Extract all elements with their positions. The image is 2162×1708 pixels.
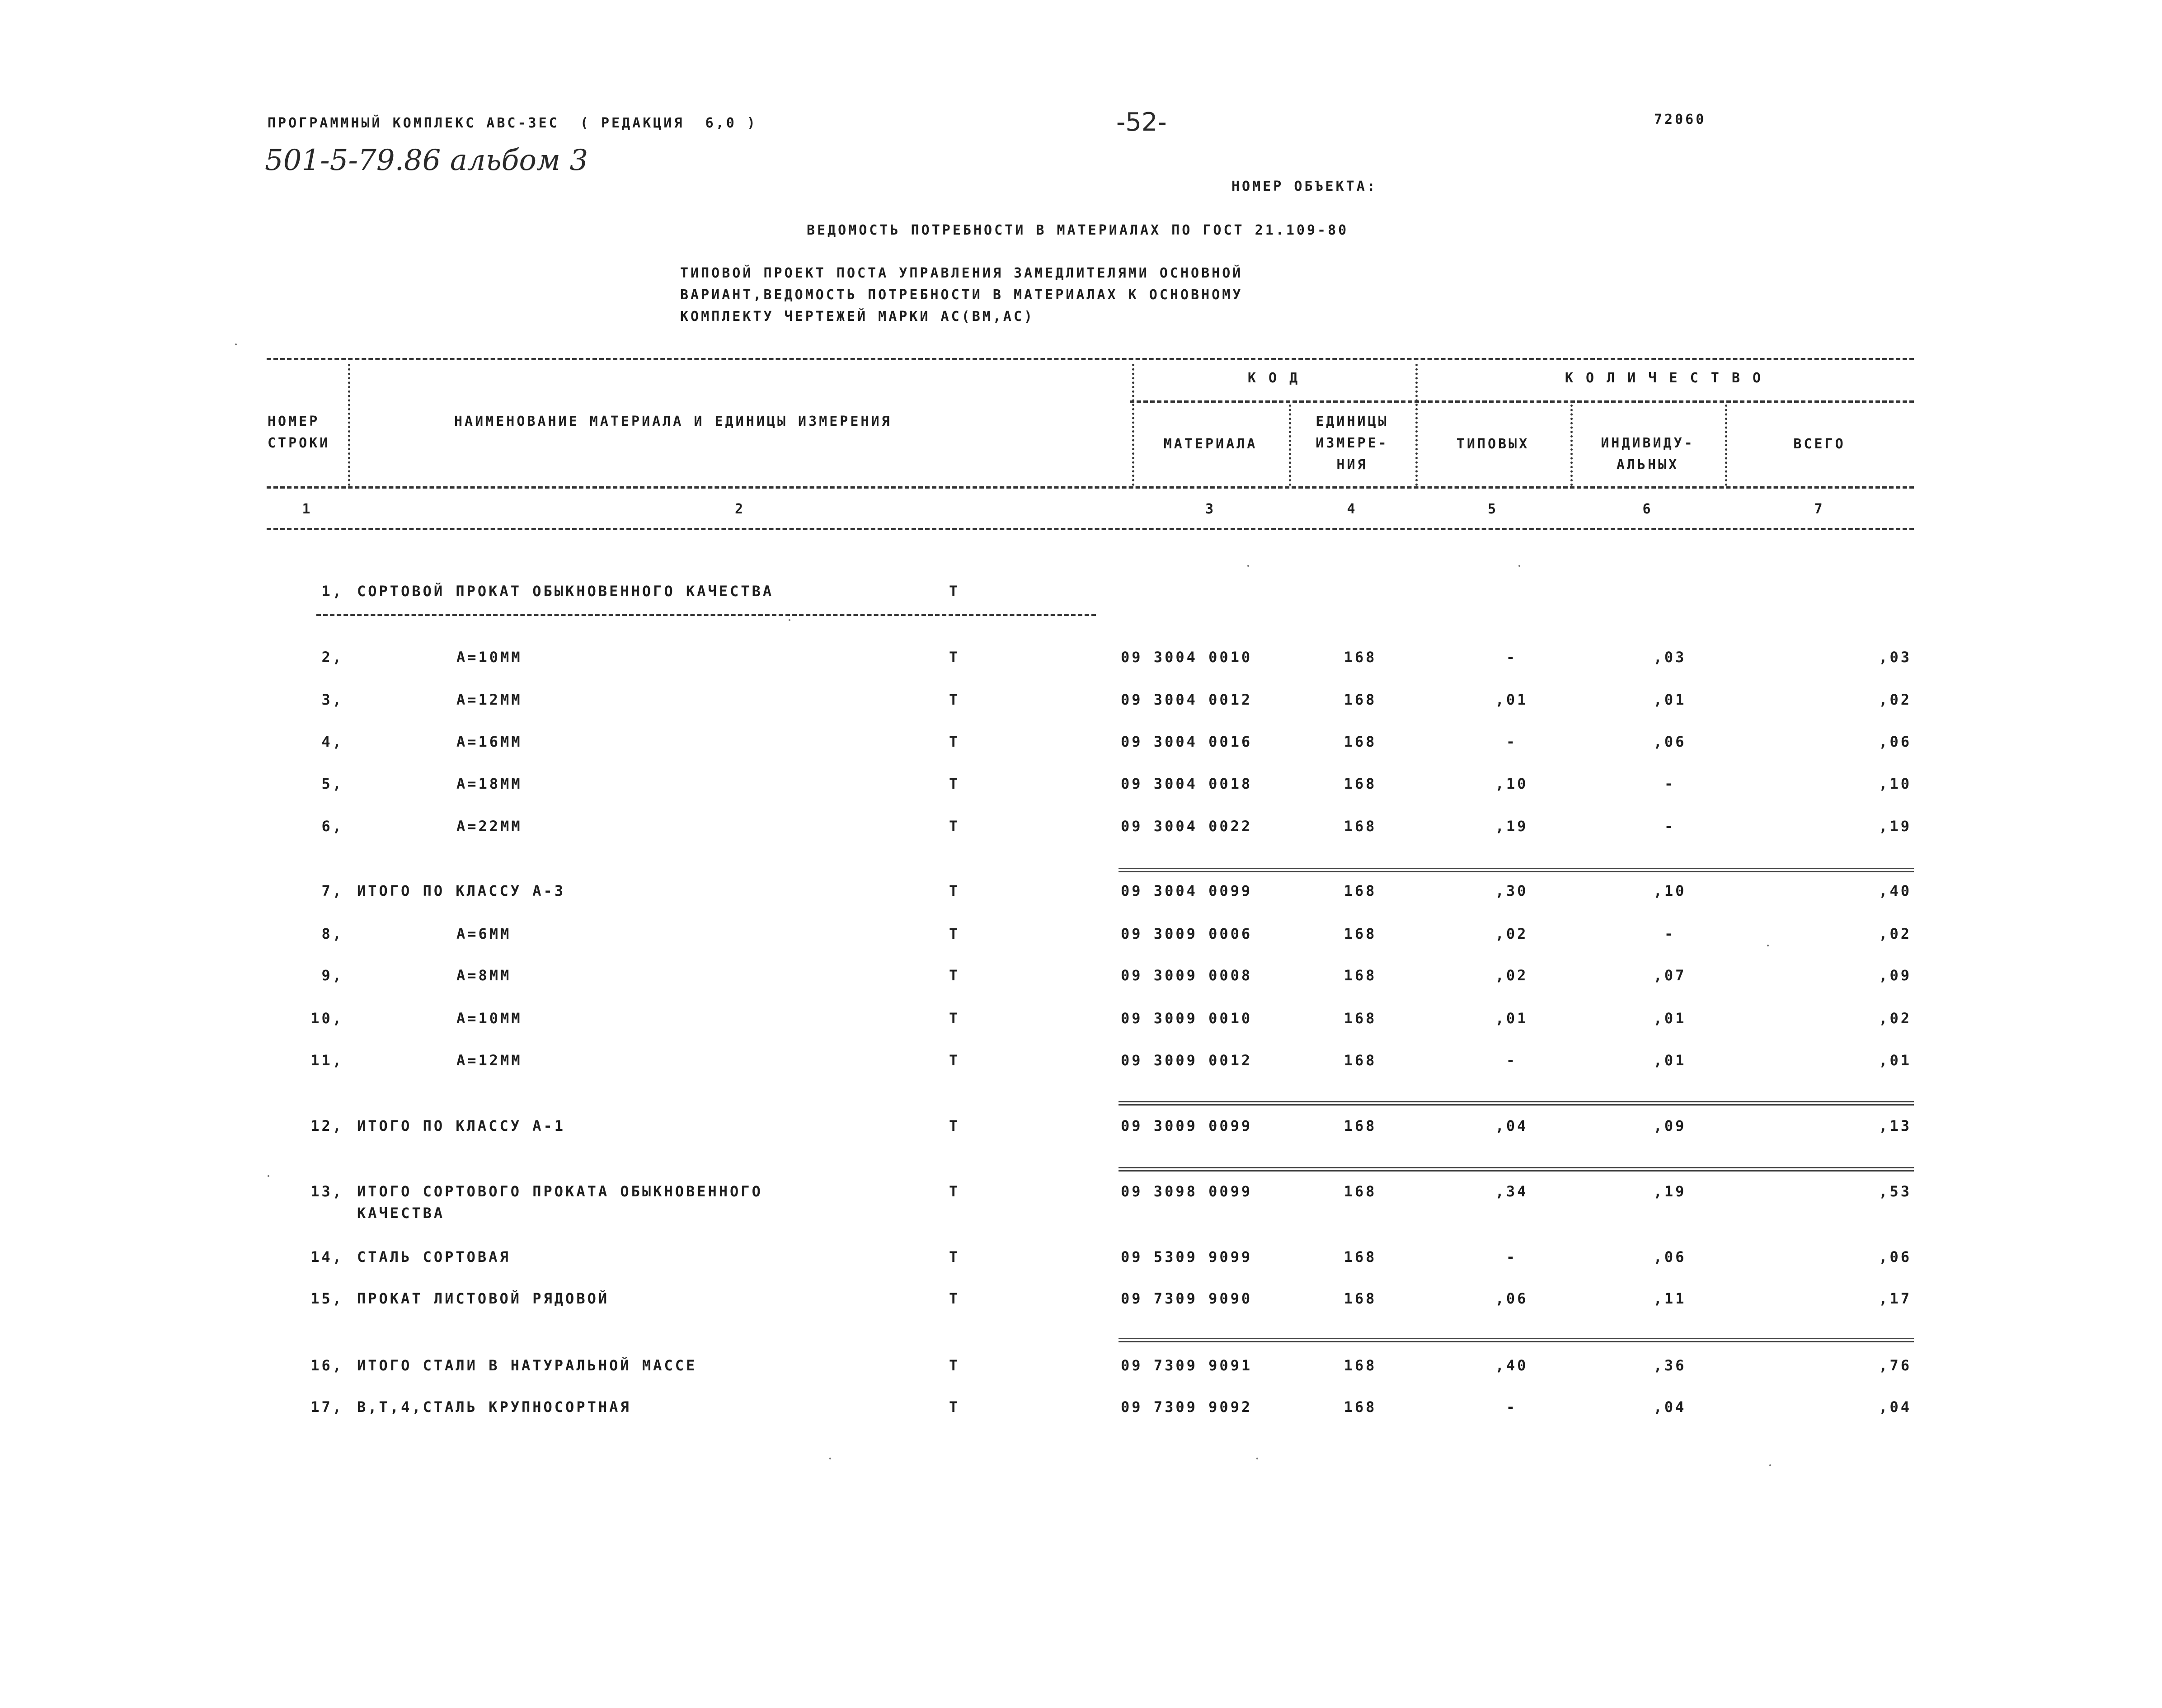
quantity-individual: ,03 [1653, 649, 1687, 666]
row-number: 15, [310, 1290, 343, 1307]
quantity-total: ,06 [1879, 733, 1912, 750]
unit-of-measure: Т [949, 1117, 960, 1134]
material-name: А=10ММ [456, 1010, 522, 1027]
project-line-3: КОМПЛЕКТУ ЧЕРТЕЖЕЙ МАРКИ АС(ВМ,АС) [680, 309, 1035, 325]
unit-of-measure: Т [949, 1248, 960, 1266]
unit-of-measure: Т [949, 1357, 960, 1374]
unit-of-measure: Т [949, 818, 960, 835]
scan-speck [1247, 565, 1249, 567]
row-number: 12, [310, 1117, 343, 1134]
quantity-typical: - [1506, 1398, 1518, 1416]
unit-code: 168 [1344, 882, 1377, 899]
material-code: 09 3004 0012 [1121, 691, 1253, 708]
quantity-total: ,76 [1879, 1357, 1912, 1374]
header-quantity-group: К О Л И Ч Е С Т В О [1565, 370, 1763, 386]
unit-of-measure: Т [949, 1183, 960, 1200]
quantity-individual: - [1664, 775, 1676, 792]
project-line-2: ВАРИАНТ,ВЕДОМОСТЬ ПОТРЕБНОСТИ В МАТЕРИАЛАХ К ОСНОВНОМУ [680, 287, 1243, 303]
header-qty-typical: ТИПОВЫХ [1456, 436, 1530, 452]
unit-code: 168 [1344, 1290, 1377, 1307]
quantity-total: ,03 [1879, 649, 1912, 666]
quantity-typical: ,06 [1495, 1290, 1528, 1307]
quantity-typical: ,01 [1495, 691, 1528, 708]
quantity-individual: ,01 [1653, 691, 1687, 708]
scan-speck [268, 1175, 269, 1177]
quantity-individual: ,01 [1653, 1010, 1687, 1027]
material-name: СОРТОВОЙ ПРОКАТ ОБЫКНОВЕННОГО КАЧЕСТВА [357, 583, 774, 600]
material-code: 09 3009 0010 [1121, 1010, 1253, 1027]
row-number: 4, [321, 733, 343, 750]
project-line-1: ТИПОВОЙ ПРОЕКТ ПОСТА УПРАВЛЕНИЯ ЗАМЕДЛИТЕЛЯМИ ОСНОВНОЙ [680, 265, 1243, 281]
header-code-material: МАТЕРИАЛА [1163, 436, 1258, 452]
column-number: 4 [1347, 501, 1358, 517]
scan-speck [1769, 1464, 1771, 1466]
unit-code: 168 [1344, 1183, 1377, 1200]
quantity-typical: - [1506, 733, 1518, 750]
material-code: 09 3004 0016 [1121, 733, 1253, 750]
quantity-total: ,17 [1879, 1290, 1912, 1307]
unit-of-measure: Т [949, 925, 960, 942]
total-separator [1119, 868, 1914, 872]
unit-code: 168 [1344, 1117, 1377, 1134]
quantity-total: ,19 [1879, 818, 1912, 835]
material-name: А=12ММ [456, 1052, 522, 1069]
material-name: ПРОКАТ ЛИСТОВОЙ РЯДОВОЙ [357, 1290, 610, 1307]
total-separator [1119, 1338, 1914, 1342]
document-code: 72060 [1654, 112, 1706, 127]
header-unit-1: ЕДИНИЦЫ [1316, 414, 1389, 429]
material-name: А=22ММ [456, 818, 522, 835]
scan-speck [829, 1458, 831, 1459]
quantity-individual: ,36 [1653, 1357, 1687, 1374]
unit-code: 168 [1344, 1052, 1377, 1069]
column-number: 5 [1487, 501, 1499, 517]
unit-of-measure: Т [949, 882, 960, 899]
material-code: 09 3004 0099 [1121, 882, 1253, 899]
header-unit-3: НИЯ [1336, 457, 1368, 473]
row-number: 7, [321, 882, 343, 899]
header-qty-individual-2: АЛЬНЫХ [1616, 457, 1679, 473]
header-qty-total: ВСЕГО [1793, 436, 1846, 452]
row-number: 14, [310, 1248, 343, 1266]
row-number: 5, [321, 775, 343, 792]
unit-code: 168 [1344, 775, 1377, 792]
quantity-total: ,02 [1879, 691, 1912, 708]
total-separator [1119, 1101, 1914, 1106]
material-name: ИТОГО СТАЛИ В НАТУРАЛЬНОЙ МАССЕ [357, 1357, 697, 1374]
quantity-typical: ,01 [1495, 1010, 1528, 1027]
quantity-typical: - [1506, 649, 1518, 666]
object-number-label: НОМЕР ОБЪЕКТА: [1231, 179, 1377, 194]
quantity-total: ,04 [1879, 1398, 1912, 1416]
material-code: 09 3004 0018 [1121, 775, 1253, 792]
material-code: 09 3009 0099 [1121, 1117, 1253, 1134]
unit-of-measure: Т [949, 733, 960, 750]
material-name: А=6ММ [456, 925, 512, 942]
unit-of-measure: Т [949, 649, 960, 666]
unit-code: 168 [1344, 1010, 1377, 1027]
column-number: 2 [734, 501, 746, 517]
scan-speck [1518, 565, 1520, 567]
material-name: ИТОГО ПО КЛАССУ А-1 [357, 1117, 566, 1134]
total-separator [1119, 1167, 1914, 1172]
row-number: 2, [321, 649, 343, 666]
header-material-name: НАИМЕНОВАНИЕ МАТЕРИАЛА И ЕДИНИЦЫ ИЗМЕРЕНИЯ [454, 414, 892, 429]
document-title: ВЕДОМОСТЬ ПОТРЕБНОСТИ В МАТЕРИАЛАХ ПО ГОСТ 21.109-80 [807, 222, 1349, 238]
unit-code: 168 [1344, 1248, 1377, 1266]
column-number: 7 [1814, 501, 1825, 517]
material-code: 09 7309 9091 [1121, 1357, 1253, 1374]
column-number: 1 [302, 501, 313, 517]
row-number: 8, [321, 925, 343, 942]
header-qty-individual-1: ИНДИВИДУ- [1601, 435, 1695, 451]
material-code: 09 3004 0010 [1121, 649, 1253, 666]
quantity-total: ,40 [1879, 882, 1912, 899]
quantity-total: ,10 [1879, 775, 1912, 792]
separator [348, 364, 350, 486]
column-number: 6 [1642, 501, 1653, 517]
column-numbers-rule [267, 528, 1914, 530]
quantity-typical: ,40 [1495, 1357, 1528, 1374]
quantity-individual: ,06 [1653, 1248, 1687, 1266]
page-number: -52- [1116, 108, 1167, 137]
material-name-continued: КАЧЕСТВА [357, 1205, 445, 1222]
material-name: А=12ММ [456, 691, 522, 708]
scan-speck [235, 343, 237, 345]
quantity-total: ,02 [1879, 1010, 1912, 1027]
material-code: 09 3004 0022 [1121, 818, 1253, 835]
unit-of-measure: Т [949, 583, 960, 600]
row-number: 16, [310, 1357, 343, 1374]
material-code: 09 3009 0012 [1121, 1052, 1253, 1069]
row-number: 6, [321, 818, 343, 835]
quantity-total: ,01 [1879, 1052, 1912, 1069]
quantity-total: ,13 [1879, 1117, 1912, 1134]
row-number: 13, [310, 1183, 343, 1200]
header-bottom-rule [267, 486, 1914, 489]
quantity-individual: ,09 [1653, 1117, 1687, 1134]
header-top-rule [267, 358, 1914, 360]
material-code: 09 3009 0006 [1121, 925, 1253, 942]
scan-speck [789, 619, 790, 621]
unit-code: 168 [1344, 818, 1377, 835]
quantity-typical: ,04 [1495, 1117, 1528, 1134]
quantity-individual: ,07 [1653, 967, 1687, 984]
unit-of-measure: Т [949, 1290, 960, 1307]
unit-code: 168 [1344, 1357, 1377, 1374]
unit-of-measure: Т [949, 691, 960, 708]
scan-speck [1767, 945, 1769, 946]
quantity-individual: ,10 [1653, 882, 1687, 899]
section-underline [316, 614, 1096, 616]
column-number: 3 [1205, 501, 1216, 517]
program-header: ПРОГРАММНЫЙ КОМПЛЕКС АВС-ЗЕС ( РЕДАКЦИЯ 6,0 ) [268, 115, 757, 131]
row-number: 10, [310, 1010, 343, 1027]
quantity-total: ,09 [1879, 967, 1912, 984]
scan-speck [1256, 1458, 1258, 1459]
quantity-individual: - [1664, 818, 1676, 835]
quantity-individual: ,01 [1653, 1052, 1687, 1069]
quantity-individual: ,04 [1653, 1398, 1687, 1416]
quantity-typical: ,19 [1495, 818, 1528, 835]
unit-of-measure: Т [949, 1398, 960, 1416]
unit-of-measure: Т [949, 1052, 960, 1069]
quantity-typical: - [1506, 1052, 1518, 1069]
quantity-total: ,06 [1879, 1248, 1912, 1266]
row-number: 17, [310, 1398, 343, 1416]
unit-code: 168 [1344, 967, 1377, 984]
material-name: А=8ММ [456, 967, 512, 984]
quantity-typical: - [1506, 1248, 1518, 1266]
material-code: 09 7309 9090 [1121, 1290, 1253, 1307]
row-number: 1, [321, 583, 343, 600]
row-number: 11, [310, 1052, 343, 1069]
quantity-typical: ,34 [1495, 1183, 1528, 1200]
unit-of-measure: Т [949, 775, 960, 792]
header-code-group: К О Д [1247, 370, 1300, 386]
material-code: 09 3098 0099 [1121, 1183, 1253, 1200]
header-mid-rule [1130, 400, 1914, 403]
material-name: СТАЛЬ СОРТОВАЯ [357, 1248, 511, 1266]
handwritten-album-note: 501-5-79.86 альбом 3 [265, 144, 588, 177]
material-name: В,Т,4,СТАЛЬ КРУПНОСОРТНАЯ [357, 1398, 631, 1416]
unit-code: 168 [1344, 691, 1377, 708]
quantity-individual: ,11 [1653, 1290, 1687, 1307]
material-name: ИТОГО СОРТОВОГО ПРОКАТА ОБЫКНОВЕННОГО [357, 1183, 763, 1200]
unit-code: 168 [1344, 733, 1377, 750]
quantity-typical: ,02 [1495, 967, 1528, 984]
header-unit-2: ИЗМЕРЕ- [1316, 435, 1389, 451]
quantity-individual: - [1664, 925, 1676, 942]
row-number: 9, [321, 967, 343, 984]
unit-of-measure: Т [949, 1010, 960, 1027]
unit-of-measure: Т [949, 967, 960, 984]
material-code: 09 3009 0008 [1121, 967, 1253, 984]
quantity-individual: ,06 [1653, 733, 1687, 750]
quantity-typical: ,10 [1495, 775, 1528, 792]
quantity-total: ,02 [1879, 925, 1912, 942]
unit-code: 168 [1344, 925, 1377, 942]
material-name: ИТОГО ПО КЛАССУ А-3 [357, 882, 566, 899]
quantity-individual: ,19 [1653, 1183, 1687, 1200]
quantity-total: ,53 [1879, 1183, 1912, 1200]
header-row-number-1: НОМЕР [268, 414, 320, 429]
material-name: А=10ММ [456, 649, 522, 666]
material-name: А=16ММ [456, 733, 522, 750]
material-name: А=18ММ [456, 775, 522, 792]
header-row-number-2: СТРОКИ [268, 435, 330, 451]
unit-code: 168 [1344, 649, 1377, 666]
quantity-typical: ,02 [1495, 925, 1528, 942]
material-code: 09 7309 9092 [1121, 1398, 1253, 1416]
quantity-typical: ,30 [1495, 882, 1528, 899]
row-number: 3, [321, 691, 343, 708]
unit-code: 168 [1344, 1398, 1377, 1416]
material-code: 09 5309 9099 [1121, 1248, 1253, 1266]
